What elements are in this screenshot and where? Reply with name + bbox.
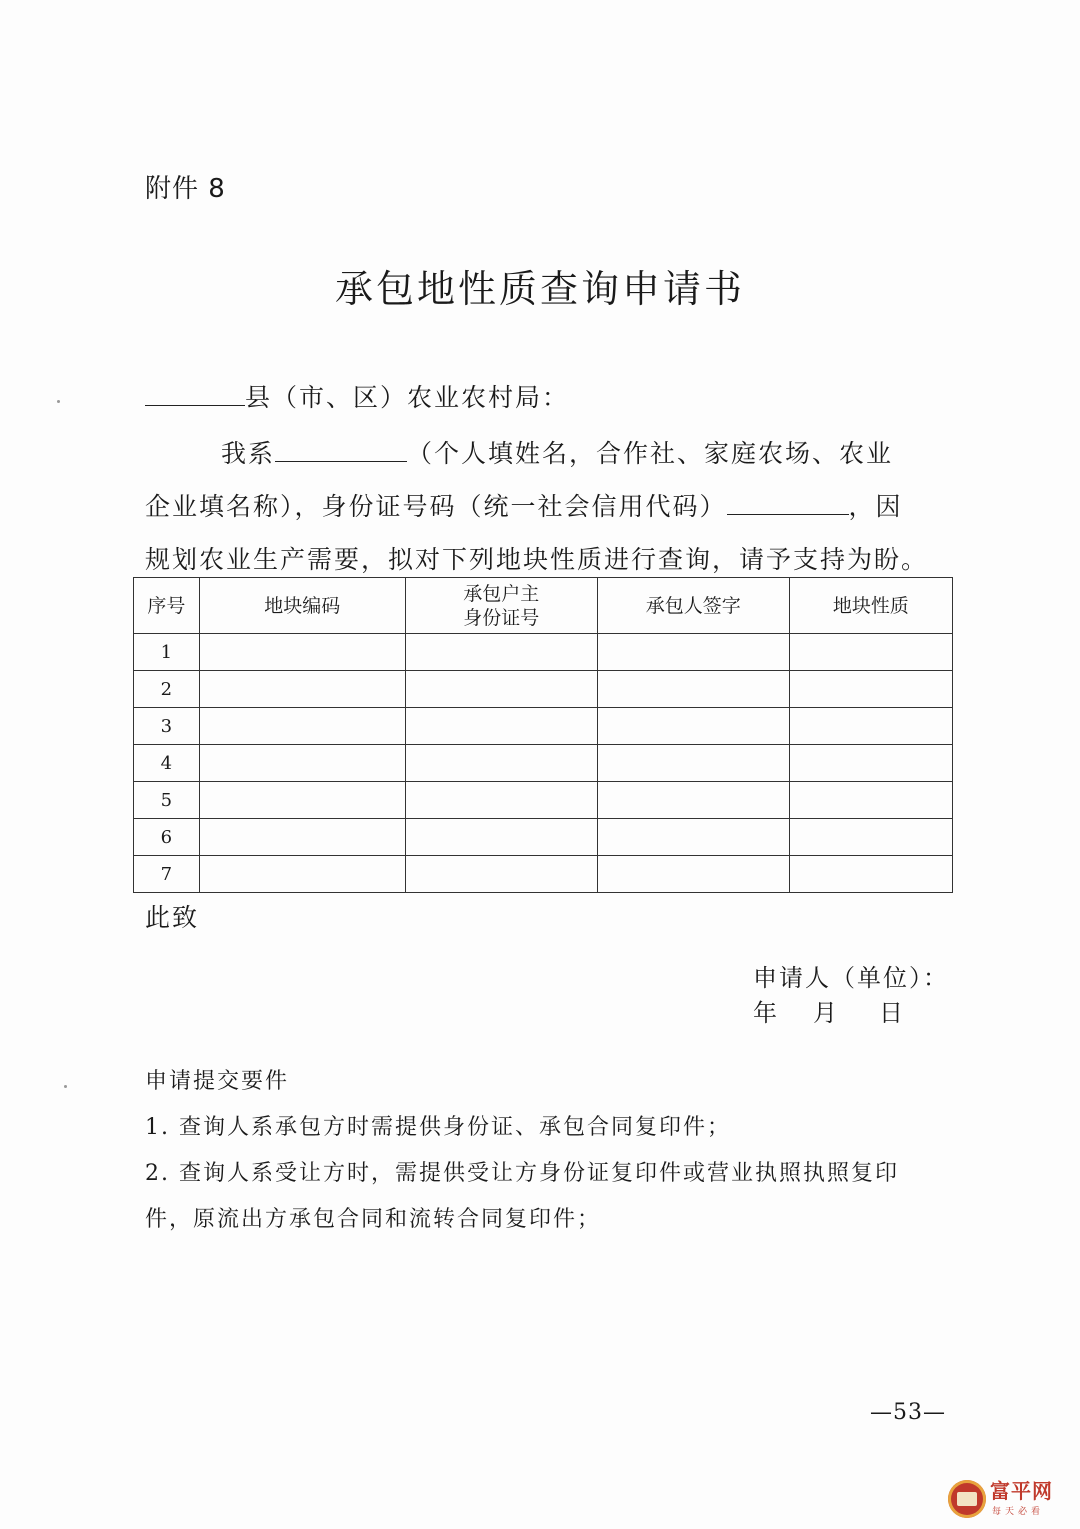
- signature-cell: [597, 671, 789, 708]
- header-plot-nature: 地块性质: [789, 578, 952, 634]
- date-month: 月: [813, 999, 837, 1027]
- row-seq: 2: [134, 671, 200, 708]
- table-row: [134, 745, 953, 782]
- owner-id-cell: [405, 708, 597, 745]
- closing-phrase: 此致: [145, 903, 200, 932]
- plot-code-cell: [199, 819, 405, 856]
- document-title: 承包地性质查询申请书: [334, 267, 745, 311]
- plot-code-cell: [199, 782, 405, 819]
- plot-code-cell: [199, 856, 405, 893]
- requirement-item-2-line-1: 2. 查询人系受让方时，需提供受让方身份证复印件或营业执照执照复印: [145, 1161, 899, 1186]
- body-line-2-suffix: ，因: [848, 492, 903, 521]
- header-seq: 序号: [134, 578, 200, 634]
- header-owner-id: [405, 578, 597, 634]
- body-line-2-prefix: 企业填名称），身份证号码（统一社会信用代码）: [145, 492, 727, 521]
- date-year: 年: [753, 999, 777, 1027]
- signature-cell: [597, 708, 789, 745]
- row-seq: 6: [134, 819, 200, 856]
- name-blank: [275, 441, 407, 462]
- county-blank: [145, 385, 245, 406]
- owner-id-cell: [405, 819, 597, 856]
- header-signature: 承包人签字: [597, 578, 789, 634]
- signature-cell: [597, 819, 789, 856]
- watermark-logo: [948, 1480, 1068, 1520]
- date-line: [753, 993, 903, 1028]
- salutation: [145, 378, 569, 414]
- header-owner-id-line-1: 承包户主: [463, 582, 540, 605]
- body-line-3: 规划农业生产需要，拟对下列地块性质进行查询，请予支持为盼。: [145, 545, 929, 574]
- plot-nature-cell: [789, 708, 952, 745]
- plot-code-cell: [199, 708, 405, 745]
- row-seq: 7: [134, 856, 200, 893]
- signature-cell: [597, 745, 789, 782]
- table-row: [134, 634, 953, 671]
- owner-id-cell: [405, 634, 597, 671]
- body-line-1-suffix: （个人填姓名，合作社、家庭农场、农业: [407, 439, 894, 468]
- owner-id-cell: [405, 671, 597, 708]
- logo-brand-text: 富平网: [990, 1479, 1053, 1503]
- scan-speck: [64, 1085, 67, 1088]
- logo-badge-icon: [948, 1480, 986, 1518]
- requirement-item-1: 1. 查询人系承包方时需提供身份证、承包合同复印件；: [145, 1115, 731, 1140]
- plot-query-table: [133, 577, 953, 893]
- salutation-text: 县（市、区）农业农村局：: [245, 383, 570, 412]
- plot-code-cell: [199, 634, 405, 671]
- owner-id-cell: [405, 856, 597, 893]
- requirements-title: 申请提交要件: [145, 1069, 290, 1094]
- table-row: [134, 782, 953, 819]
- signature-cell: [597, 782, 789, 819]
- row-seq: 4: [134, 745, 200, 782]
- plot-nature-cell: [789, 745, 952, 782]
- header-plot-code: 地块编码: [199, 578, 405, 634]
- attachment-label: 附件 8: [145, 174, 226, 204]
- row-seq: 1: [134, 634, 200, 671]
- table-row: [134, 856, 953, 893]
- page-number: —53—: [870, 1400, 946, 1425]
- signature-cell: [597, 634, 789, 671]
- plot-nature-cell: [789, 634, 952, 671]
- body-line-1-prefix: 我系: [221, 439, 276, 468]
- plot-nature-cell: [789, 856, 952, 893]
- row-seq: 5: [134, 782, 200, 819]
- signature-cell: [597, 856, 789, 893]
- plot-nature-cell: [789, 782, 952, 819]
- scan-speck: [57, 400, 60, 403]
- date-day: 日: [879, 999, 903, 1027]
- requirement-item-2-line-2: 件，原流出方承包合同和流转合同复印件；: [145, 1207, 602, 1232]
- owner-id-cell: [405, 782, 597, 819]
- id-number-blank: [727, 494, 849, 515]
- plot-code-cell: [199, 745, 405, 782]
- header-owner-id-line-2: 身份证号: [463, 606, 540, 629]
- table-header-row: [134, 578, 953, 634]
- table-row: [134, 819, 953, 856]
- owner-id-cell: [405, 745, 597, 782]
- logo-tagline: 每天必看: [992, 1507, 1045, 1517]
- body-line-1: [145, 434, 945, 470]
- applicant-label: 申请人（单位）：: [753, 964, 949, 992]
- table-row: [134, 708, 953, 745]
- table-row: [134, 671, 953, 708]
- plot-nature-cell: [789, 819, 952, 856]
- plot-nature-cell: [789, 671, 952, 708]
- plot-code-cell: [199, 671, 405, 708]
- row-seq: 3: [134, 708, 200, 745]
- body-line-2: [145, 487, 945, 523]
